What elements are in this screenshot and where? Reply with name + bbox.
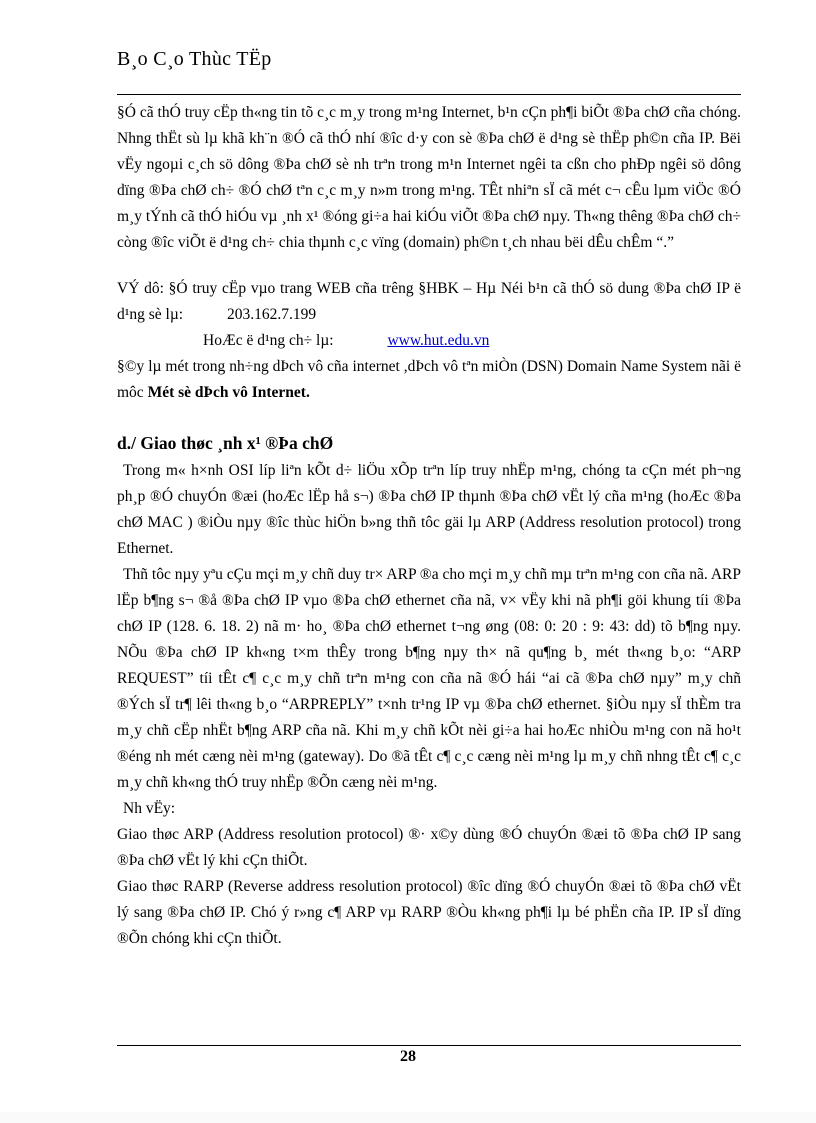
alt-label: HoÆc ë d¹ng ch÷ lµ: bbox=[203, 332, 334, 349]
paragraph-nhu-vay: Nh vËy: bbox=[123, 800, 176, 817]
alt-address-line bbox=[117, 328, 741, 354]
paragraph-domain-names: §Ó cã thÓ truy cËp th«ng tin tõ c¸c m¸y trong m¹ng Internet, b¹n cÇn ph¶i biÕt ®Þa chØ cña chóng. Nhng thËt sù lµ khã kh¨n ®Ó cã thÓ nhí ®îc d·y con sè ®Þa chØ ë d¹ng sè thËp ph©n cña IP. Bëi vËy ngoµi c¸ch sö dông ®Þa chØ sè nh trªn trong m¹n Internet ngêi ta cßn cho phÐp ngêi sö dông dïng ®Þa chØ ch÷ ®Ó chØ tªn c¸c m¸y n»m trong m¹ng. TÊt nhiªn sÏ cã mét c¬ cÊu lµm viÖc ®Ó m¸y tÝnh cã thÓ hiÓu vµ ¸nh x¹ ®óng gi÷a hai kiÓu viÕt ®Þa chØ nµy. Th«ng thêng ®Þa chØ ch÷ còng ®îc viÕt ë d¹ng ch÷ chia thµnh c¸c vïng (domain) ph©n t¸ch nhau bëi dÊu chÊm “.” bbox=[117, 104, 741, 251]
dns-bold-reference: Mét sè dÞch vô Internet. bbox=[147, 384, 310, 401]
page-number: 28 bbox=[400, 1048, 416, 1065]
example-ip-address: 203.162.7.199 bbox=[226, 306, 317, 323]
paragraph-osi-arp: Trong m« h×nh OSI líp liªn kÕt d÷ liÖu xÕp trªn líp truy nhËp m¹ng, chóng ta cÇn mét ph¬ng ph¸p ®Ó chuyÓn ®æi (hoÆc lËp hå s¬) ®Þa chØ IP thµnh ®Þa chØ vËt lý cña m¹ng (hoÆc ®Þa chØ MAC ) ®iÒu nµy ®îc thùc hiÖn b»ng thñ tôc gäi lµ ARP (Address resolution protocol) trong Ethernet. bbox=[117, 462, 741, 557]
footer-divider bbox=[117, 1045, 741, 1046]
paragraph-rarp-definition: Giao thøc RARP (Reverse address resolution protocol) ®îc dïng ®Ó chuyÓn ®æi tõ ®Þa chØ vËt lý sang ®Þa chØ IP. Chó ý r»ng c¶ ARP vµ RARP ®Òu kh«ng ph¶i lµ bé phËn cña IP. IP sÏ dïng ®Õn chóng khi cÇn thiÕt. bbox=[117, 878, 741, 947]
example-label: VÝ dô: §Ó truy cËp vµo trang WEB cña trêng §HBK – Hµ Néi b¹n cã thÓ sö dung ®Þa chØ IP ë d¹ng sè lµ: bbox=[117, 280, 741, 323]
dns-text: §©y lµ mét trong nh÷ng dÞch vô cña internet ,dÞch vô tªn miÒn (DSN) Domain Name System nãi ë môc bbox=[117, 358, 741, 401]
header-divider bbox=[117, 94, 741, 95]
page-header-title: B¸o C¸o Thùc TËp bbox=[117, 48, 272, 70]
paragraph-arp-procedure: Thñ tôc nµy yªu cÇu mçi m¸y chñ duy tr× ARP ®a cho mçi m¸y chñ mµ trªn m¹ng con cña nã. ARP lËp b¶ng s¬ ®å ®Þa chØ IP vµo ®Þa chØ ethernet cña nã, v× vËy khi nã ph¶i göi khung tíi ®Þa chØ IP (128. 6. 18. 2) nã m· ho¸ ®Þa chØ ethernet t¬ng øng (08: 0: 20 : 9: 43: dd) tõ b¶ng nµy. NÕu ®Þa chØ IP kh«ng t×m thÊy trong b¶ng nµy th× nã qu¶ng b¸ mét th«ng b¸o: “ARP REQUEST” tíi tÊt c¶ c¸c m¸y chñ trªn m¹ng con cña nã ®Ó hái “ai cã ®Þa chØ nµy” m¸y chñ ®Ých sÏ tr¶ lêi th«ng b¸o “ARPREPLY” t×nh tr¹ng IP vµ ®Þa chØ ethernet. §iÒu nµy sÏ thÈm tra m¸y chñ cËp nhËt b¶ng ARP cña nã. Khi m¸y chñ kÕt nèi gi÷a hai hoÆc nhiÒu m¹ng con nã ho¹t ®éng nh mét cæng nèi m¹ng (gateway). Do ®ã tÊt c¶ c¸c cæng nèi m¹ng lµ m¸y chñ nhng tÊt c¶ c¸c m¸y chñ kh«ng thÓ truy nhËp ®Õn cæng nèi m¹ng. bbox=[117, 566, 741, 791]
page-body bbox=[117, 100, 741, 952]
bottom-strip bbox=[0, 1112, 816, 1123]
dns-paragraph bbox=[117, 354, 741, 406]
hut-url-link[interactable]: www.hut.edu.vn bbox=[387, 332, 490, 349]
paragraph-arp-definition: Giao thøc ARP (Address resolution protocol) ®· x©y dùng ®Ó chuyÓn ®æi tõ ®Þa chØ IP sang ®Þa chØ vËt lý khi cÇn thiÕt. bbox=[117, 826, 741, 869]
section-heading: d./ Giao thøc ¸nh x¹ ®Þa chØ bbox=[117, 433, 334, 453]
example-paragraph bbox=[117, 276, 741, 328]
